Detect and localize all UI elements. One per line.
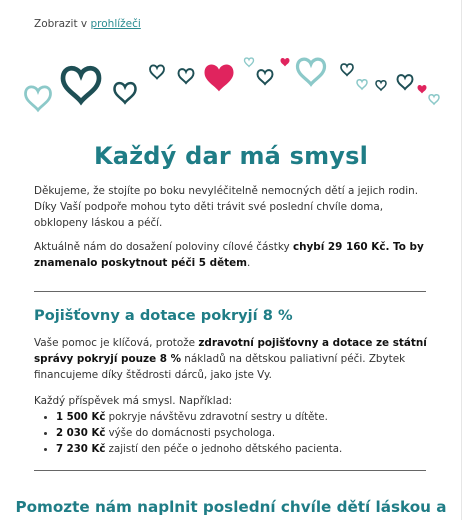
item-text: výše do domácnosti psychologa. (105, 427, 276, 439)
list-item (56, 426, 456, 442)
heart-outline-icon (398, 75, 413, 89)
heart-filled-icon (281, 58, 290, 66)
view-in-browser-link[interactable]: prohlížeči (90, 18, 141, 30)
goal-text-start: Aktuálně nám do dosažení poloviny cílové částky (34, 241, 293, 253)
heart-outline-icon (245, 58, 254, 66)
heart-outline-icon (429, 95, 439, 104)
section-heading: Pojišťovny a dotace pokryjí 8 % (34, 307, 293, 324)
item-text: pokryje návštěvu zdravotní sestry u dítěte. (105, 412, 328, 423)
heart-outline-icon (115, 83, 136, 102)
list-item (56, 410, 456, 426)
examples-intro: Každý příspěvek má smysl. Například: (34, 395, 233, 407)
heart-outline-icon (26, 87, 51, 110)
divider (34, 291, 426, 292)
coverage-text-c: nákladů na dětskou paliativní péči. Zbytek financujeme díky štědrosti dárců, jako jste Vy. (34, 353, 406, 382)
view-in-browser-label: Zobrazit v (34, 18, 88, 30)
hearts-banner (0, 50, 462, 120)
amount: 1 500 Kč (56, 412, 106, 423)
heart-outline-icon (150, 65, 164, 78)
heart-outline-icon (179, 69, 194, 83)
amount: 2 030 Kč (56, 427, 106, 439)
coverage-paragraph (34, 335, 430, 384)
view-in-browser (34, 18, 141, 30)
goal-paragraph (34, 239, 430, 271)
heart-filled-icon (418, 85, 427, 93)
heart-outline-icon (298, 59, 325, 84)
list-item (56, 442, 456, 458)
heart-outline-icon (63, 68, 99, 101)
goal-text-end: . (246, 257, 251, 270)
donation-examples-list (34, 410, 456, 457)
heart-filled-icon (205, 65, 234, 92)
intro-paragraph: Děkujeme, že stojíte po boku nevyléčitelně nemocných dětí a jejich rodin. Díky Vaší podpoře mohou tyto děti trávit své poslední chvíle doma, obklopeny láskou a péčí. (34, 185, 419, 230)
amount: 7 230 Kč (56, 443, 106, 455)
coverage-text-a: Vaše pomoc je klíčová, protože (34, 337, 199, 349)
heart-outline-icon (258, 70, 273, 84)
heart-outline-icon (341, 64, 353, 75)
item-text: zajistí den péče o jednoho dětského pacienta. (105, 443, 343, 455)
hero-title: Každý dar má smysl (93, 142, 369, 170)
heart-outline-icon (376, 81, 386, 90)
divider (34, 470, 426, 471)
goal-text-bold: chybí 29 160 Kč. To by znamenalo poskytnout péči 5 dětem (34, 241, 424, 270)
coverage-text-bold: zdravotní pojišťovny a dotace ze státní správy pokryjí pouze 8 % (34, 337, 427, 366)
heart-outline-icon (357, 80, 367, 89)
footer-heading: Pomozte nám naplnit poslední chvíle dětí láskou a (15, 498, 447, 516)
